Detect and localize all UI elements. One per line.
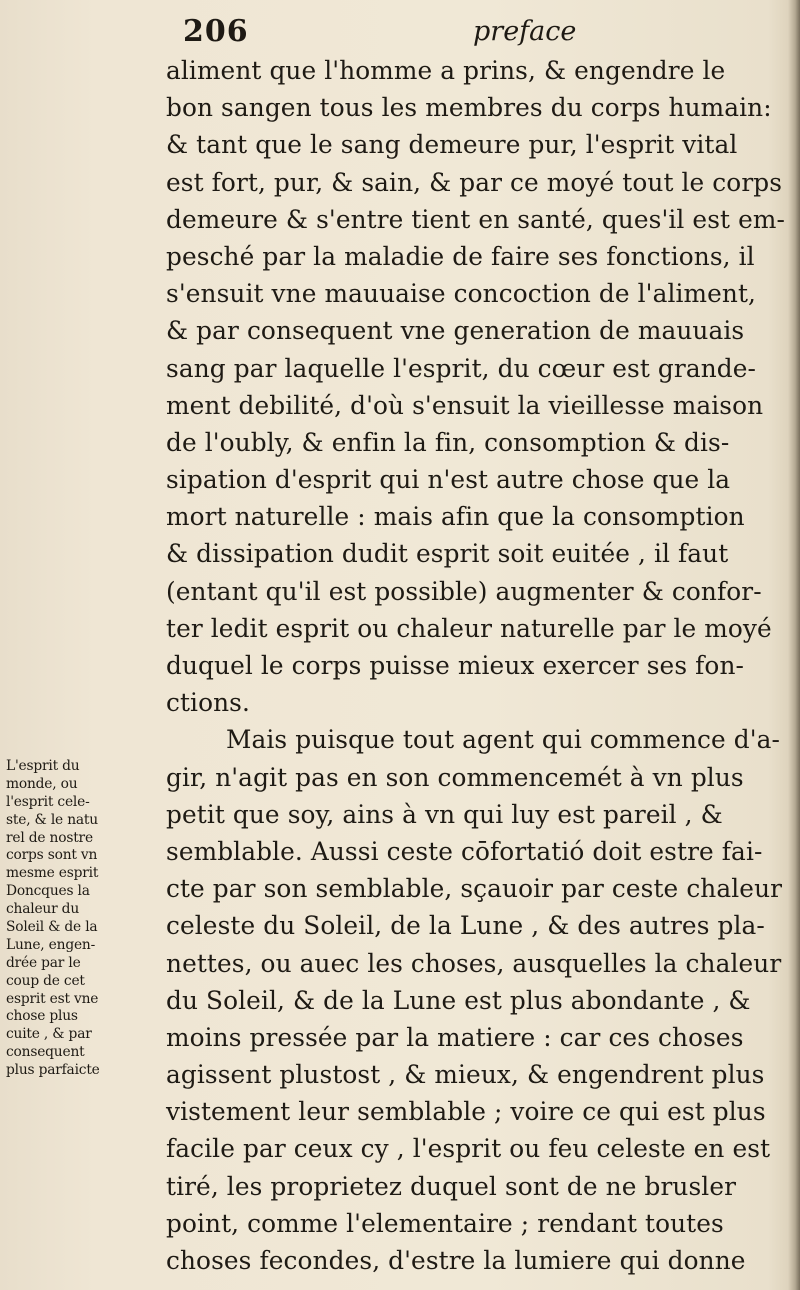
margin-note-line: mesme esprit [6, 865, 99, 882]
text-line: nettes, ou auec les choses, ausquelles la chaleur [166, 948, 782, 978]
margin-note-line: esprit est vne [6, 990, 99, 1007]
text-line: ctions. [166, 688, 250, 718]
text-line: cte par son semblable, sçauoir par ceste chaleur [166, 874, 783, 904]
text-line: & par consequent vne generation de mauuais [166, 316, 745, 346]
text-line: celeste du Soleil, de la Lune , & des autres pla- [166, 911, 765, 941]
margin-note-line: rel de nostre [6, 829, 93, 846]
page-header [183, 14, 763, 54]
margin-note-line: L'esprit du [6, 758, 80, 774]
text-line: & dissipation dudit esprit soit euitée , il faut [166, 539, 729, 569]
margin-note-line: monde, ou [6, 775, 78, 792]
text-line: gir, n'agit pas en son commencemét à vn plus [166, 762, 744, 792]
text-line: moins pressée par la matiere : car ces choses [166, 1022, 744, 1052]
text-line: sang par laquelle l'esprit, du cœur est grande- [166, 353, 757, 383]
page-number: 206 [183, 14, 249, 49]
margin-note-line: Lune, engen- [6, 936, 96, 953]
margin-note-line: plus parfaicte [6, 1062, 100, 1079]
text-line: petit que soy, ains à vn qui luy est pareil , & [166, 799, 723, 829]
text-line: de l'oubly, & enfin la fin, consomption & dis- [166, 427, 730, 457]
margin-note-line: corps sont vn [6, 847, 98, 864]
text-line: & tant que le sang demeure pur, l'esprit vital [166, 130, 738, 160]
text-line: semblable. Aussi ceste cōfortatió doit estre fai- [166, 836, 763, 866]
margin-note-line: chaleur du [6, 901, 80, 918]
margin-note-line: coup de cet [6, 972, 85, 989]
text-line: vistement leur semblable ; voire ce qui est plus [166, 1097, 766, 1127]
text-line: agissent plustost , & mieux, & engendrent plus [166, 1060, 765, 1090]
margin-note [6, 758, 166, 1080]
page-edge-shadow [788, 0, 800, 1290]
margin-note-line: Doncques la [6, 883, 90, 900]
margin-note-line: ste, & le natu [6, 811, 98, 828]
running-head: preface [473, 16, 577, 47]
margin-note-line: chose plus [6, 1008, 78, 1025]
text-line: pesché par la maladie de faire ses fonctions, il [166, 241, 755, 271]
text-line: aliment que l'homme a prins, & engendre le [166, 56, 726, 85]
margin-note-line: cuite , & par [6, 1026, 92, 1043]
text-line: choses fecondes, d'estre la lumiere qui donne [166, 1246, 746, 1275]
text-line: (entant qu'il est possible) augmenter & confor- [166, 576, 762, 606]
margin-note-line: Soleil & de la [6, 919, 98, 936]
text-line: tiré, les proprietez duquel sont de ne brusler [166, 1171, 737, 1201]
text-line: ment debilité, d'où s'ensuit la vieillesse maison [166, 390, 764, 420]
paragraph-start-line: Mais puisque tout agent qui commence d'a- [226, 725, 781, 755]
margin-note-line: consequent [6, 1044, 85, 1061]
text-line: bon sangen tous les membres du corps humain: [166, 93, 772, 123]
text-line: demeure & s'entre tient en santé, ques'il est em- [166, 204, 785, 234]
body-text [166, 52, 791, 1279]
margin-note-line: drée par le [6, 954, 81, 971]
text-line: ter ledit esprit ou chaleur naturelle par le moyé [166, 613, 772, 643]
text-line: duquel le corps puisse mieux exercer ses fon- [166, 651, 745, 680]
text-line: mort naturelle : mais afin que la consomption [166, 502, 745, 532]
text-line: sipation d'esprit qui n'est autre chose que la [166, 465, 731, 495]
text-line: est fort, pur, & sain, & par ce moyé tout le corps [166, 167, 783, 197]
text-line: du Soleil, & de la Lune est plus abondante , & [166, 985, 751, 1015]
text-line: s'ensuit vne mauuaise concoction de l'aliment, [166, 279, 757, 309]
text-line: point, comme l'elementaire ; rendant toutes [166, 1208, 724, 1238]
text-line: facile par ceux cy , l'esprit ou feu celeste en est [166, 1134, 771, 1164]
margin-note-line: l'esprit cele- [6, 793, 90, 810]
